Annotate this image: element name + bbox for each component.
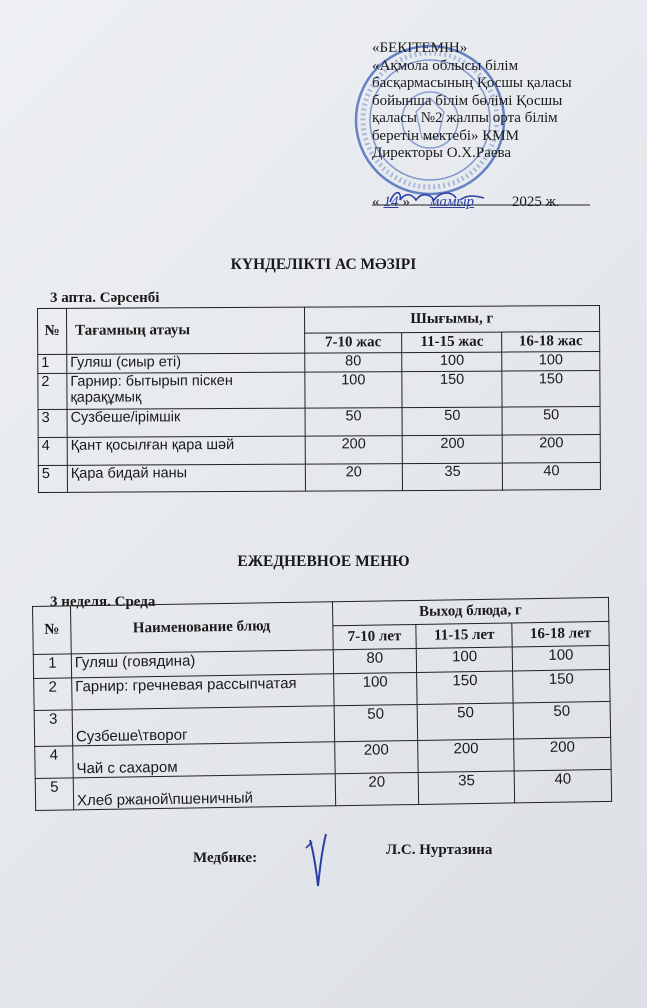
dish-name: Хлеб ржаной\пшеничный xyxy=(73,774,335,810)
portion-value: 100 xyxy=(333,672,417,705)
portion-value: 100 xyxy=(417,647,513,673)
dish-name: Сузбеше\творог xyxy=(72,706,334,746)
kz-menu-subtitle: 3 апта. Сәрсенбі xyxy=(50,290,160,306)
dish-name: Чай с сахаром xyxy=(73,742,335,778)
ru-menu-subtitle: 3 неделя. Среда xyxy=(50,594,156,610)
portion-value: 150 xyxy=(502,371,600,408)
portion-value: 100 xyxy=(512,645,609,671)
kz-menu-title: КҮНДЕЛІКТІ АС МӘЗІРІ xyxy=(230,256,417,273)
kz-menu-table xyxy=(37,305,601,493)
portion-value: 20 xyxy=(305,464,403,492)
date-year: 2025 ж. xyxy=(511,194,560,210)
portion-value: 200 xyxy=(502,435,600,464)
portion-value: 35 xyxy=(403,463,503,491)
portion-value: 40 xyxy=(502,463,600,491)
approval-line: «Ақмола облысы білім xyxy=(372,57,519,74)
table-row xyxy=(38,463,600,493)
nurse-name: Л.С. Нуртазина xyxy=(386,842,493,858)
row-num: 3 xyxy=(38,409,67,437)
portion-value: 20 xyxy=(335,772,419,805)
row-num: 2 xyxy=(38,373,67,409)
col-header-yield: Шығымы, г xyxy=(304,306,600,334)
portion-value: 100 xyxy=(402,352,502,372)
dish-name: Гуляш (говядина) xyxy=(71,650,333,678)
approval-line: бойынша білім бөлімі Қосшы xyxy=(372,92,563,109)
approval-date: « 14 » мамыр 2025 ж. xyxy=(372,194,560,210)
col-header-num: № xyxy=(33,606,72,655)
portion-value: 80 xyxy=(333,648,417,673)
portion-value: 50 xyxy=(402,407,502,436)
portion-value: 100 xyxy=(304,372,402,409)
row-num: 5 xyxy=(35,778,73,811)
approval-line: Директоры О.Х.Раева xyxy=(372,145,512,161)
col-header-age: 7-10 жас xyxy=(304,333,402,354)
row-num: 3 xyxy=(34,710,72,747)
dish-name: Сузбеше/ірімшік xyxy=(67,408,305,437)
approval-block xyxy=(372,40,612,163)
portion-value: 80 xyxy=(304,353,402,373)
portion-value: 200 xyxy=(514,737,611,771)
dish-name: Гарнир: бытырып піскен қарақұмық xyxy=(67,372,305,409)
dish-name: Гарнир: гречневая рассыпчатая xyxy=(72,674,334,710)
col-header-name: Тағамның атауы xyxy=(66,307,304,354)
portion-value: 150 xyxy=(417,671,513,705)
portion-value: 50 xyxy=(502,407,600,436)
ru-menu-title: ЕЖЕДНЕВНОЕ МЕНЮ xyxy=(237,553,410,570)
row-num: 4 xyxy=(35,746,73,779)
ru-menu-table xyxy=(32,597,612,811)
col-header-num: № xyxy=(38,308,67,354)
table-row xyxy=(38,371,600,410)
approval-line: басқармасының Қосшы қаласы xyxy=(372,75,572,91)
dish-name: Гуляш (сиыр еті) xyxy=(67,353,305,373)
nurse-signature xyxy=(296,828,336,898)
col-header-age: 7-10 лет xyxy=(332,624,416,649)
row-num: 2 xyxy=(34,678,72,711)
portion-value: 50 xyxy=(305,408,403,437)
nurse-role-label: Медбике: xyxy=(193,850,258,866)
col-header-age: 16-18 жас xyxy=(502,332,600,353)
row-num: 4 xyxy=(38,437,67,465)
portion-value: 50 xyxy=(417,703,513,741)
date-month: мамыр xyxy=(429,194,475,210)
portion-value: 150 xyxy=(513,669,610,703)
dish-name: Қант қосылған қара шәй xyxy=(67,436,305,465)
col-header-yield: Выход блюда, г xyxy=(332,597,609,625)
row-num: 1 xyxy=(38,354,67,373)
row-num: 1 xyxy=(33,654,71,679)
approval-line: қаласы №2 жалпы орта білім xyxy=(372,110,558,126)
portion-value: 200 xyxy=(418,739,514,773)
portion-value: 40 xyxy=(514,769,611,803)
portion-value: 100 xyxy=(502,352,600,372)
dish-name: Қара бидай наны xyxy=(67,464,305,492)
table-row xyxy=(38,407,600,438)
portion-value: 35 xyxy=(419,771,515,805)
col-header-age: 11-15 лет xyxy=(416,623,512,649)
col-header-age: 16-18 лет xyxy=(512,621,609,647)
approval-line: беретін мектебі» КММ xyxy=(372,127,519,144)
col-header-name: Наименование блюд xyxy=(70,602,332,654)
table-row xyxy=(38,435,600,466)
col-header-age: 11-15 жас xyxy=(402,332,502,353)
portion-value: 200 xyxy=(403,435,503,464)
portion-value: 50 xyxy=(513,701,610,739)
row-num: 5 xyxy=(38,465,67,492)
date-day: 14 xyxy=(383,194,399,210)
portion-value: 200 xyxy=(305,436,403,465)
approval-line: «БЕКІТЕМІН» xyxy=(372,40,468,56)
portion-value: 50 xyxy=(334,704,418,741)
portion-value: 200 xyxy=(334,740,418,773)
portion-value: 150 xyxy=(402,371,502,408)
